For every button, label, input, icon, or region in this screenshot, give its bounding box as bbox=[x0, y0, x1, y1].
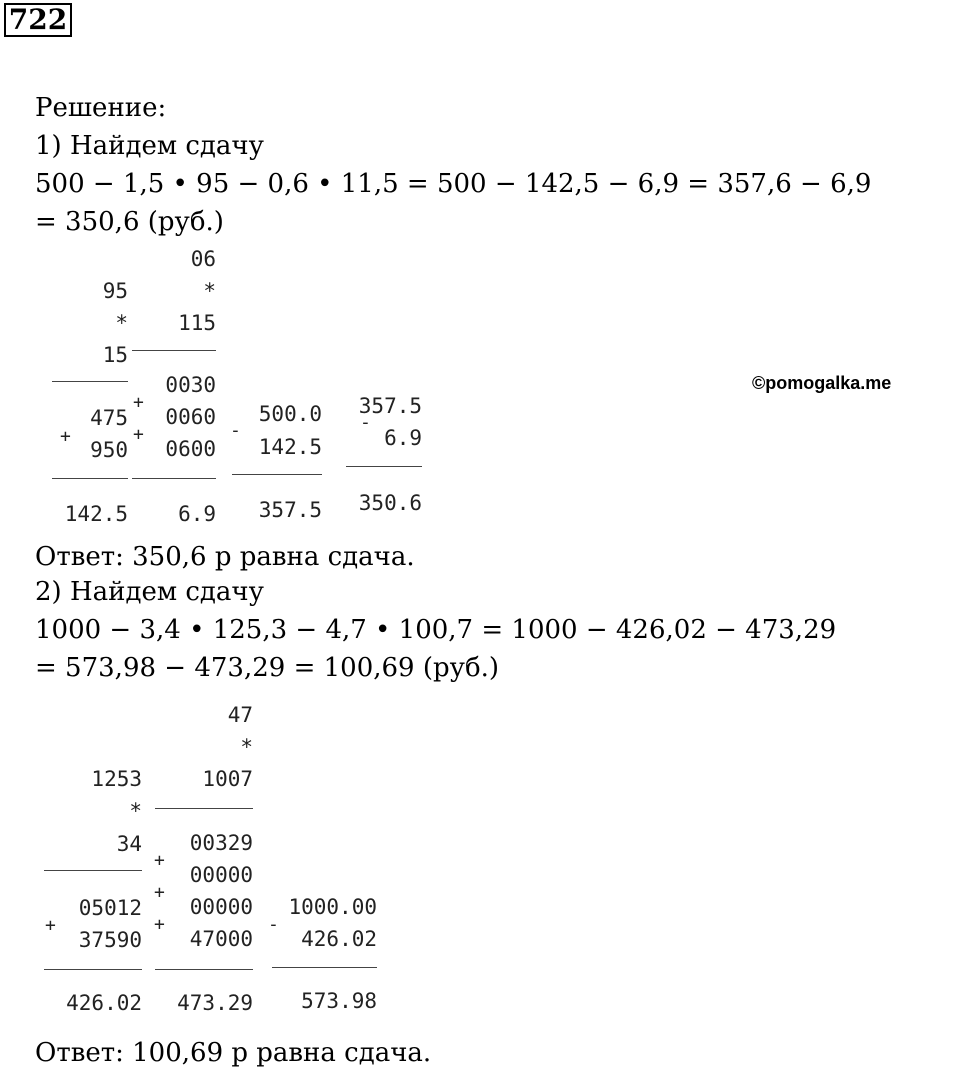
partial-product: 47000 bbox=[189, 927, 253, 951]
plus-sign: + bbox=[60, 426, 71, 447]
rule bbox=[52, 478, 128, 479]
plus-sign: + bbox=[133, 392, 144, 413]
subtrahend: 142.5 bbox=[258, 435, 322, 459]
multiplier: 34 bbox=[116, 832, 142, 856]
multiplicand: 95 bbox=[102, 279, 128, 303]
rule bbox=[232, 474, 322, 475]
part2-title: 2) Найдем сдачу bbox=[35, 577, 264, 607]
minuend: 1000.00 bbox=[288, 895, 377, 919]
rule bbox=[155, 808, 253, 809]
minuend: 357.5 bbox=[358, 394, 422, 418]
rule bbox=[52, 381, 128, 382]
part2-answer: Ответ: 100,69 р равна сдача. bbox=[35, 1038, 432, 1068]
part1-answer: Ответ: 350,6 р равна сдача. bbox=[35, 542, 415, 572]
partial-product: 37590 bbox=[78, 928, 142, 952]
partial-product: 00329 bbox=[189, 831, 253, 855]
partial-product: 0600 bbox=[165, 437, 216, 461]
multiply-sign: * bbox=[203, 279, 216, 303]
part1-title: 1) Найдем сдачу bbox=[35, 131, 264, 161]
plus-sign: + bbox=[133, 424, 144, 445]
result: 426.02 bbox=[66, 991, 142, 1015]
partial-product: 0060 bbox=[165, 405, 216, 429]
plus-sign: + bbox=[154, 850, 165, 871]
plus-sign: + bbox=[154, 882, 165, 903]
rule bbox=[346, 466, 422, 467]
rule bbox=[155, 969, 253, 970]
minus-sign: - bbox=[360, 412, 371, 433]
multiplier: 15 bbox=[102, 343, 128, 367]
problem-number: 722 bbox=[4, 3, 72, 37]
partial-product: 05012 bbox=[78, 896, 142, 920]
partial-product: 950 bbox=[90, 438, 128, 462]
rule bbox=[132, 350, 216, 351]
partial-product: 0030 bbox=[165, 373, 216, 397]
minus-sign: - bbox=[268, 914, 279, 935]
part2-equation-line1: 1000 − 3,4 • 125,3 − 4,7 • 100,7 = 1000 − 426,02 − 473,29 bbox=[35, 615, 837, 645]
subtrahend: 6.9 bbox=[384, 426, 422, 450]
rule bbox=[272, 967, 377, 968]
rule bbox=[44, 870, 142, 871]
multiplier: 115 bbox=[178, 311, 216, 335]
result: 473.29 bbox=[177, 991, 253, 1015]
result: 142.5 bbox=[64, 502, 128, 526]
result: 6.9 bbox=[178, 502, 216, 526]
multiply-sign: * bbox=[129, 799, 142, 823]
difference: 357.5 bbox=[258, 498, 322, 522]
part1-equation-line1: 500 − 1,5 • 95 − 0,6 • 11,5 = 500 − 142,5 − 6,9 = 357,6 − 6,9 bbox=[35, 169, 872, 199]
plus-sign: + bbox=[154, 914, 165, 935]
multiplier: 1007 bbox=[202, 767, 253, 791]
watermark: ©pomogalka.me bbox=[752, 373, 892, 393]
plus-sign: + bbox=[45, 915, 56, 936]
rule bbox=[132, 478, 216, 479]
rule bbox=[44, 969, 142, 970]
subtrahend: 426.02 bbox=[301, 927, 377, 951]
multiplicand: 1253 bbox=[91, 767, 142, 791]
partial-product: 00000 bbox=[189, 863, 253, 887]
multiplicand: 47 bbox=[227, 703, 253, 727]
difference: 573.98 bbox=[301, 989, 377, 1013]
minus-sign: - bbox=[230, 420, 241, 441]
part1-equation-line2: = 350,6 (руб.) bbox=[35, 207, 224, 237]
solution-heading: Решение: bbox=[35, 93, 167, 123]
part2-equation-line2: = 573,98 − 473,29 = 100,69 (руб.) bbox=[35, 653, 500, 683]
partial-product: 00000 bbox=[189, 895, 253, 919]
difference: 350.6 bbox=[358, 491, 422, 515]
multiply-sign: * bbox=[115, 311, 128, 335]
multiply-sign: * bbox=[240, 735, 253, 759]
partial-product: 475 bbox=[90, 406, 128, 430]
minuend: 500.0 bbox=[258, 402, 322, 426]
multiplicand: 06 bbox=[190, 247, 216, 271]
